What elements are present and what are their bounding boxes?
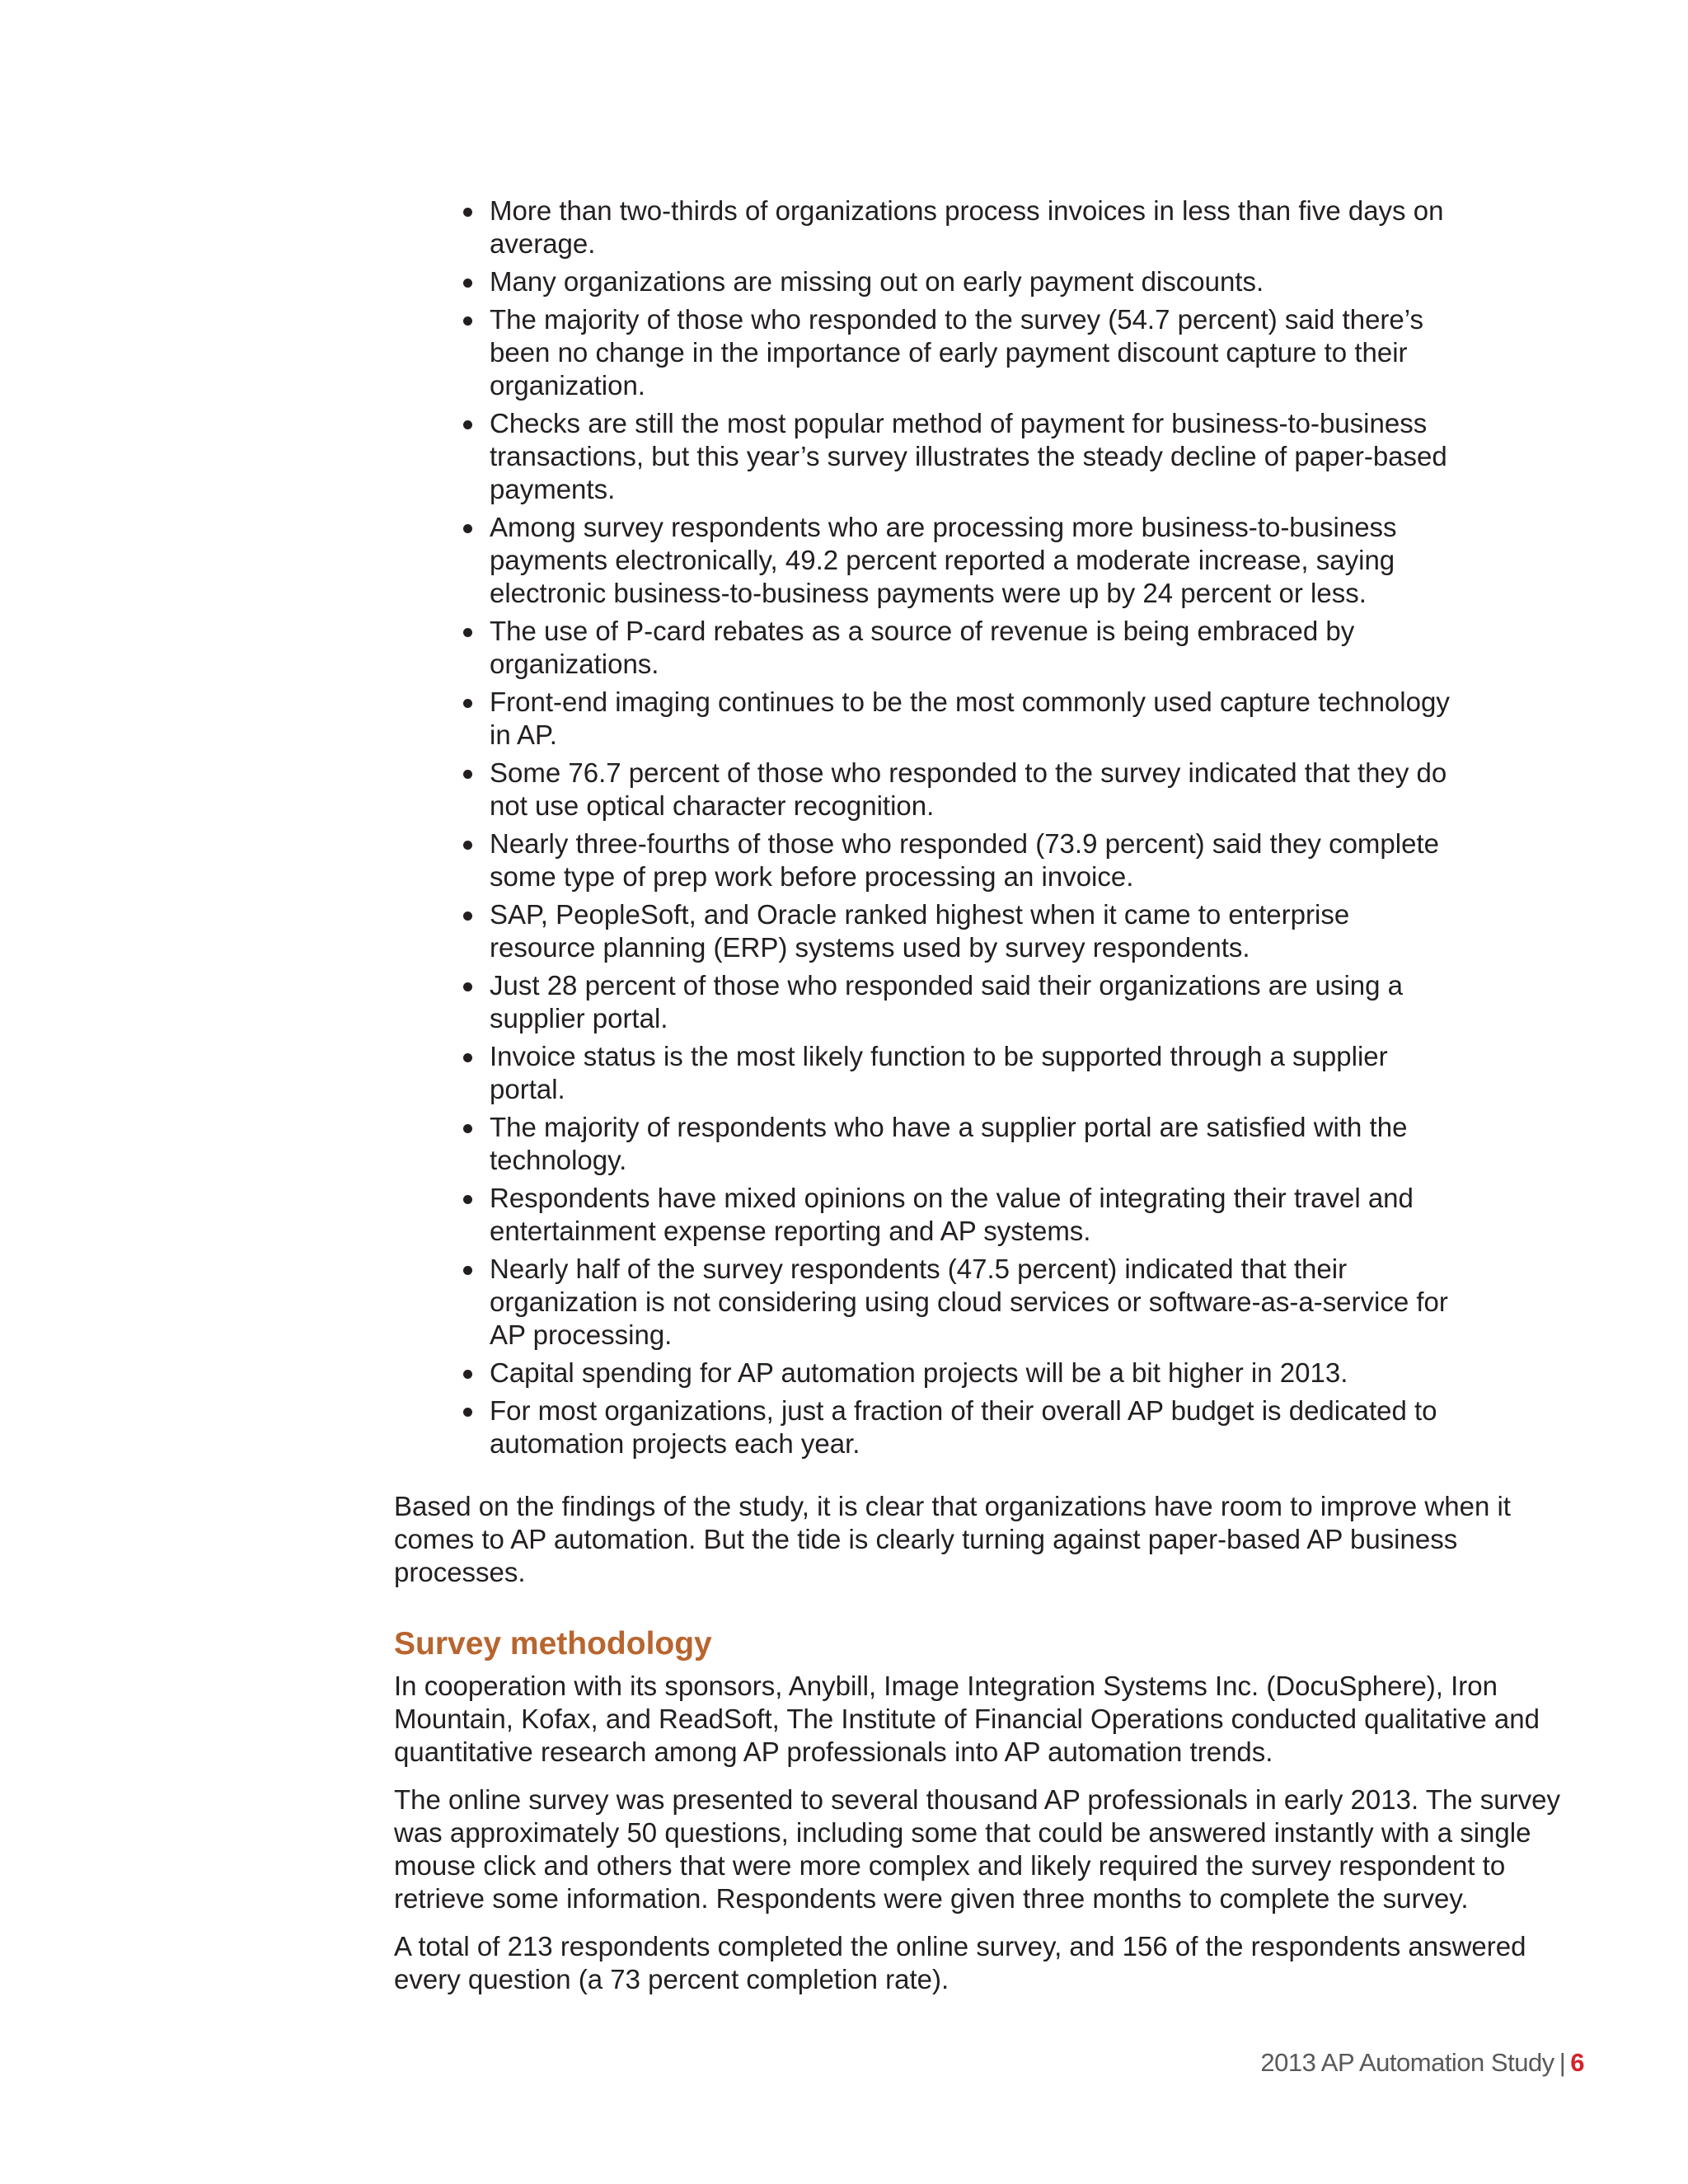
bullet-icon <box>463 841 472 850</box>
finding-item <box>462 194 1451 260</box>
finding-item <box>462 407 1451 506</box>
finding-item <box>462 757 1451 823</box>
footer-title: 2013 AP Automation Study <box>1260 2048 1554 2077</box>
finding-text: The use of P-card rebates as a source of revenue is being embraced by organizations. <box>490 616 1355 679</box>
bullet-icon <box>463 279 472 288</box>
bullet-icon <box>463 628 472 637</box>
finding-text: Front-end imaging continues to be the most commonly used capture technology in AP. <box>490 687 1450 750</box>
finding-item <box>462 1182 1451 1248</box>
finding-item <box>462 969 1451 1035</box>
bullet-icon <box>463 1370 472 1379</box>
bullet-icon <box>463 699 472 708</box>
finding-item <box>462 1040 1451 1106</box>
page-footer <box>1260 2047 1584 2079</box>
finding-text: Many organizations are missing out on early payment discounts. <box>490 266 1264 297</box>
bullet-icon <box>463 1053 472 1062</box>
findings-list <box>462 194 1451 1465</box>
bullet-icon <box>463 912 472 921</box>
finding-item <box>462 686 1451 752</box>
finding-text: SAP, PeopleSoft, and Oracle ranked highest when it came to enterprise resource planning (ERP) systems used by survey respondents. <box>490 899 1350 963</box>
finding-text: Respondents have mixed opinions on the value of integrating their travel and entertainment expense reporting and AP systems. <box>490 1183 1414 1246</box>
finding-text: Nearly three-fourths of those who responded (73.9 percent) said they complete some type of prep work before processing an invoice. <box>490 828 1439 892</box>
finding-item <box>462 1394 1451 1460</box>
bullet-icon <box>463 1195 472 1204</box>
finding-item <box>462 511 1451 610</box>
bullet-icon <box>463 1408 472 1417</box>
footer-separator: | <box>1559 2048 1566 2077</box>
finding-item <box>462 615 1451 681</box>
finding-text: Just 28 percent of those who responded said their organizations are using a supplier portal. <box>490 970 1404 1033</box>
section-heading: Survey methodology <box>394 1626 712 1661</box>
methodology-paragraph: A total of 213 respondents completed the online survey, and 156 of the respondents answered every question (a 73 percent completion rate). <box>394 1931 1526 1994</box>
finding-text: Checks are still the most popular method of payment for business-to-business transactions, but this year’s survey illustrates the steady decline of paper-based payments. <box>490 408 1447 504</box>
finding-text: Among survey respondents who are processing more business-to-business payments electronically, 49.2 percent reported a moderate increase, saying electronic business-to-business payments were up by 24 percent or less. <box>490 512 1397 608</box>
methodology-paragraph: The online survey was presented to several thousand AP professionals in early 2013. The survey was approximately 50 questions, including some that could be answered instantly with a single mouse click and others that were more complex and likely required the survey respondent to retrieve some information. Respondents were given three months to complete the survey. <box>394 1784 1560 1914</box>
bullet-icon <box>463 420 472 429</box>
finding-item <box>462 303 1451 402</box>
finding-item <box>462 898 1451 964</box>
bullet-icon <box>463 1266 472 1275</box>
bullet-icon <box>463 770 472 779</box>
finding-item <box>462 1111 1451 1177</box>
finding-text: Invoice status is the most likely function to be supported through a supplier portal. <box>490 1041 1388 1104</box>
bullet-icon <box>463 208 472 217</box>
finding-text: Some 76.7 percent of those who responded to the survey indicated that they do not use optical character recognition. <box>490 757 1447 821</box>
bullet-icon <box>463 982 472 991</box>
bullet-icon <box>463 1124 472 1133</box>
finding-text: Capital spending for AP automation projects will be a bit higher in 2013. <box>490 1357 1348 1388</box>
methodology-section <box>394 1625 1581 1996</box>
finding-item <box>462 265 1451 298</box>
finding-text: The majority of those who responded to the survey (54.7 percent) said there’s been no change in the importance of early payment discount capture to their organization. <box>490 304 1424 401</box>
page-number: 6 <box>1570 2048 1584 2077</box>
methodology-paragraph: In cooperation with its sponsors, Anybill, Image Integration Systems Inc. (DocuSphere), Iron Mountain, Kofax, and ReadSoft, The Institute of Financial Operations conducted qualitative and quantitative research among AP professionals into AP automation trends. <box>394 1671 1540 1767</box>
finding-text: More than two-thirds of organizations process invoices in less than five days on average. <box>490 195 1444 259</box>
conclusion-paragraph: Based on the findings of the study, it is clear that organizations have room to improve when it comes to AP automation. But the tide is clearly turning against paper-based AP business processes. <box>394 1491 1511 1587</box>
bullet-icon <box>463 524 472 533</box>
finding-text: The majority of respondents who have a supplier portal are satisfied with the technology. <box>490 1112 1408 1175</box>
finding-item <box>462 1357 1451 1390</box>
finding-item <box>462 1253 1451 1352</box>
conclusion-block <box>394 1490 1581 1589</box>
bullet-icon <box>463 316 472 326</box>
finding-text: For most organizations, just a fraction of their overall AP budget is dedicated to automation projects each year. <box>490 1395 1437 1459</box>
finding-text: Nearly half of the survey respondents (47.5 percent) indicated that their organization is not considering using cloud services or software-as-a-service for AP processing. <box>490 1254 1448 1350</box>
finding-item <box>462 827 1451 893</box>
